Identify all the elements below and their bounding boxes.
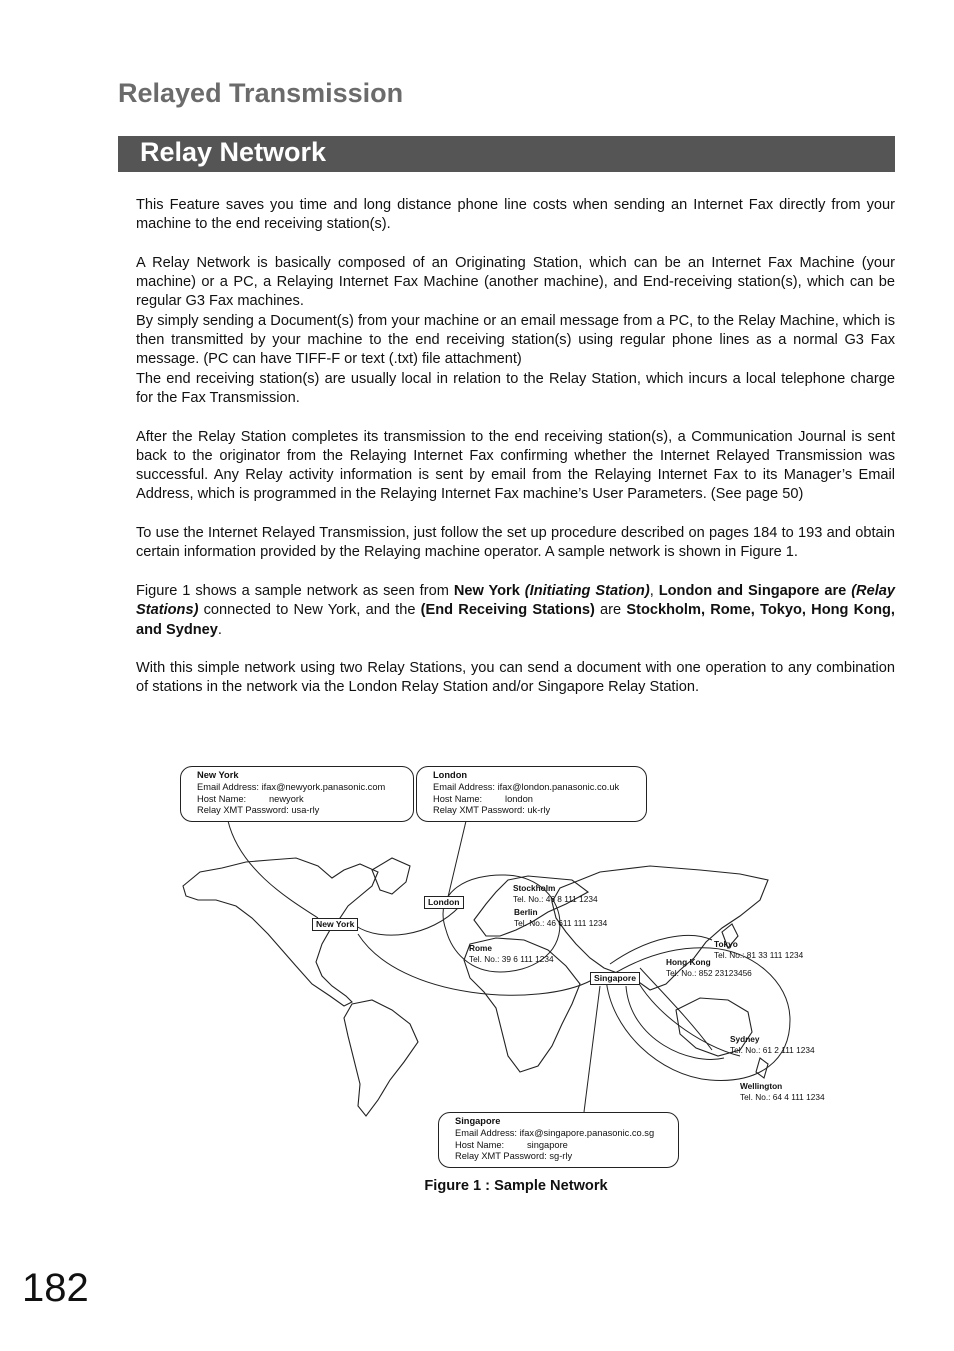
city-name: Hong Kong <box>666 957 711 967</box>
password-row <box>455 1151 678 1163</box>
new-york-connector <box>228 821 318 918</box>
password-row <box>197 805 413 817</box>
city-tel: Tel. No.: 81 33 111 1234 <box>714 949 804 960</box>
paragraph: This Feature saves you time and long distance phone line costs when sending an Internet Fax directly from your machine to the end receiving station(s). <box>136 197 895 233</box>
station-name: Singapore <box>455 1116 501 1126</box>
north-america-outline <box>183 858 378 1006</box>
city-tel: Tel. No.: 39 6 111 1234 <box>469 953 554 964</box>
host-row <box>433 794 646 806</box>
city-name: Tokyo <box>714 939 738 949</box>
text-run: Stockholm, Rome, Tokyo, Hong Kong, and Sydney <box>136 602 895 638</box>
station-name: New York <box>197 770 239 780</box>
city-name: Berlin <box>514 907 538 917</box>
paragraph: The end receiving station(s) are usually local in relation to the Relay Station, which incurs a local telephone charge for the Fax Transmission. <box>136 370 895 406</box>
host-value: london <box>505 793 533 804</box>
city-tel: Tel. No.: 46 8 111 1234 <box>513 893 598 904</box>
text-run: (End Receiving Stations) <box>420 602 595 619</box>
chapter-title: Relayed Transmission <box>118 78 404 108</box>
london-station-box <box>416 766 647 822</box>
ny-london-arc <box>356 906 460 935</box>
host-value: newyork <box>269 793 304 804</box>
city-tel: Tel. No.: 46 611 111 1234 <box>514 917 608 928</box>
host-row <box>197 794 413 806</box>
text-run: , <box>649 582 659 599</box>
station-name: London <box>433 770 468 780</box>
password-value: sg-rly <box>549 1151 573 1162</box>
text-run: (Initiating Station) <box>519 582 650 599</box>
new-york-map-label: New York <box>312 918 358 931</box>
email-label: Email Address: <box>455 1127 518 1138</box>
page-number: 182 <box>22 1266 89 1310</box>
text-run: . <box>217 621 222 638</box>
city-tel: Tel. No.: 61 2 111 1234 <box>730 1044 815 1055</box>
text-run: (Relay Stations) <box>136 582 895 619</box>
host-label: Host Name: <box>455 1139 505 1150</box>
host-row <box>455 1140 678 1152</box>
email-row <box>455 1128 678 1140</box>
email-label: Email Address: <box>197 781 260 792</box>
hong-kong-label <box>666 957 752 978</box>
password-value: uk-rly <box>527 805 551 816</box>
singapore-map-label: Singapore <box>590 972 640 985</box>
singapore-relay-loop <box>640 968 712 1050</box>
section-title: Relay Network <box>140 137 327 167</box>
host-label: Host Name: <box>433 793 483 804</box>
greenland-outline <box>372 858 410 894</box>
password-label: Relay XMT Password: <box>455 1151 547 1162</box>
city-tel: Tel. No.: 64 4 111 1234 <box>740 1091 825 1102</box>
text-run: are <box>594 602 627 619</box>
password-label: Relay XMT Password: <box>433 805 525 816</box>
city-name: Stockholm <box>513 883 556 893</box>
city-name: Sydney <box>730 1034 760 1044</box>
stockholm-label <box>513 883 598 904</box>
email-label: Email Address: <box>433 781 496 792</box>
email-value: ifax@singapore.panasonic.co.sg <box>519 1127 655 1138</box>
city-name: Rome <box>469 943 493 953</box>
berlin-label <box>514 907 607 928</box>
rome-label <box>469 943 554 964</box>
paragraph: With this simple network using two Relay Stations, you can send a document with one operation to any combination of stations in the network via the London Relay Station and/or Singapore Relay Station. <box>136 660 895 696</box>
singapore-connector <box>584 986 600 1112</box>
south-america-outline <box>344 1000 418 1116</box>
email-row <box>197 782 413 794</box>
london-connector <box>448 821 466 897</box>
figure-caption: Figure 1 : Sample Network <box>424 1178 608 1194</box>
wellington-label <box>740 1081 825 1102</box>
paragraph: After the Relay Station completes its transmission to the end receiving station(s), a Communication Journal is sent back to the originator from the Relaying Internet Fax confirming whether the Internet Relayed Transmission was successful. Any Relay activity information is sent by email from the Relaying Internet Fax to its Manager’s Email Address, which is programmed in the Relaying Internet Fax machine’s User Parameters. (See page 50) <box>136 428 895 503</box>
email-value: ifax@newyork.panasonic.com <box>261 781 386 792</box>
paragraph: To use the Internet Relayed Transmission, just follow the set up procedure described on pages 184 to 193 and obtain certain information provided by the Relaying machine operator. A sample network is shown in Figure 1. <box>136 525 895 561</box>
singapore-station-box <box>438 1112 679 1168</box>
text-run: New York <box>453 582 520 599</box>
text-run: Figure 1 shows a sample network as seen from <box>136 582 454 599</box>
city-tel: Tel. No.: 852 23123456 <box>666 967 752 978</box>
email-row <box>433 782 646 794</box>
password-row <box>433 805 646 817</box>
host-value: singapore <box>527 1139 568 1150</box>
city-name: Wellington <box>740 1081 783 1091</box>
password-value: usa-rly <box>291 805 320 816</box>
london-map-label: London <box>424 896 464 909</box>
password-label: Relay XMT Password: <box>197 805 289 816</box>
email-value: ifax@london.panasonic.co.uk <box>497 781 620 792</box>
host-label: Host Name: <box>197 793 247 804</box>
new-york-station-box <box>180 766 414 822</box>
text-run: connected to New York, and the <box>198 602 421 619</box>
text-run: London and Singapore are <box>658 582 847 599</box>
singapore-relay-arc <box>634 974 740 1056</box>
paragraph: A Relay Network is basically composed of an Originating Station, which can be an Internet Fax Machine (your machine) or a PC, a Relaying Internet Fax Machine (another machine), and End-receiving station(s), which can be regular G3 Fax machines. <box>136 254 895 310</box>
sydney-label <box>730 1034 815 1055</box>
paragraph: By simply sending a Document(s) from your machine or an email message from a PC, to the Relay Machine, which is then transmitted by your machine to the end receiving station(s) using regular phone lines as a normal G3 Fax message. (PC can have TIFF-F or text (.txt) file attachment) <box>136 312 895 368</box>
